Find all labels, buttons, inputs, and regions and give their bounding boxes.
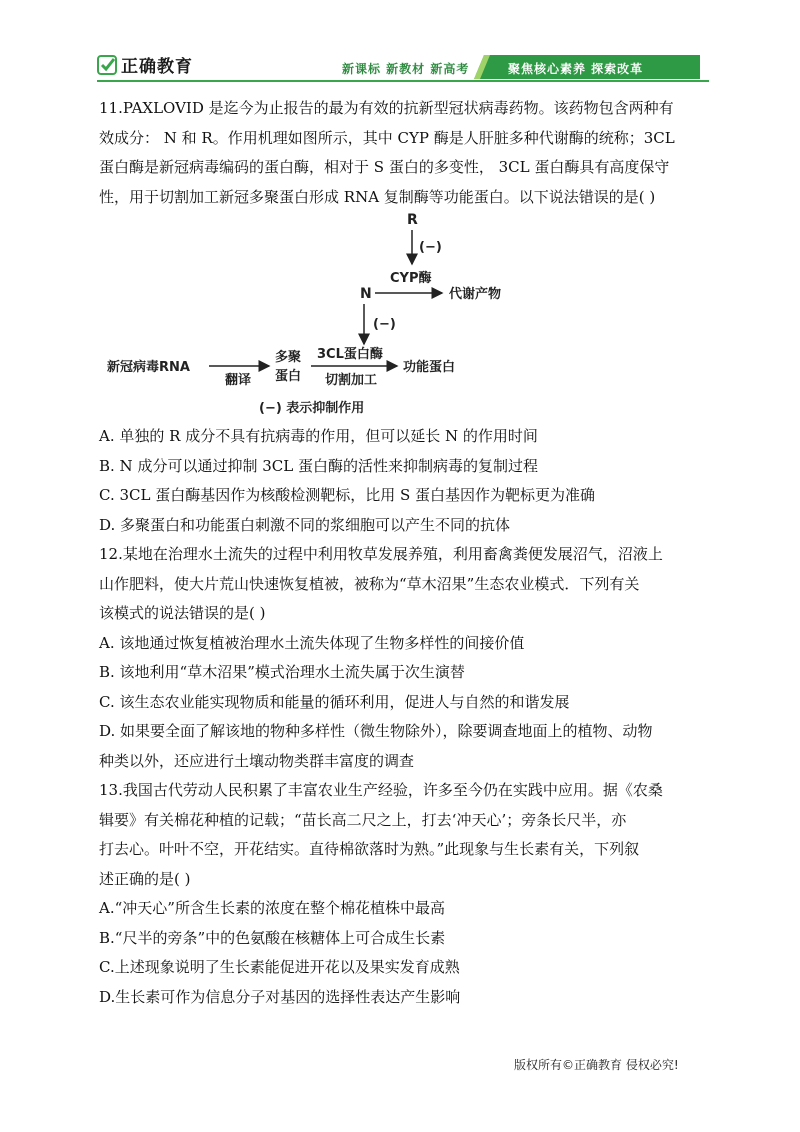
diagram-cyp: CYP酶 bbox=[390, 271, 432, 286]
question-11-stem bbox=[99, 94, 705, 212]
q13-option-a: A.“冲天心”所含生长素的浓度在整个棉花植株中最高 bbox=[99, 899, 445, 917]
q12-line: 该模式的说法错误的是( ) bbox=[99, 604, 266, 622]
question-11-options bbox=[99, 422, 705, 540]
slogan-left: 新课标 新教材 新高考 bbox=[342, 62, 470, 76]
q12-option-b: B. 该地利用“草木沼果”模式治理水土流失属于次生演替 bbox=[99, 663, 465, 681]
diagram-poly-1: 多聚 bbox=[275, 350, 302, 365]
mechanism-diagram bbox=[97, 206, 517, 424]
q11-line: 11.PAXLOVID 是迄今为止报告的最为有效的抗新型冠状病毒药物。该药物包含两种有 bbox=[99, 99, 674, 117]
q13-line: 辑要》有关棉花种植的记载；“苗长高二尺之上，打去‘冲天心’；旁条长尺半，亦 bbox=[99, 810, 627, 829]
q13-line: 打去心。叶叶不空，开花结实。直待棉欲落时为熟。”此现象与生长素有关，下列叙 bbox=[99, 840, 640, 858]
q13-option-d: D.生长素可作为信息分子对基因的选择性表达产生影响 bbox=[99, 987, 461, 1006]
page-header bbox=[0, 0, 800, 84]
q13-line: 13.我国古代劳动人民积累了丰富农业生产经验，许多至今仍在实践中应用。据《农桑 bbox=[99, 781, 663, 799]
slogan-right: 聚焦核心素养 探索改革 bbox=[508, 62, 644, 76]
question-12 bbox=[99, 540, 705, 776]
q13-line: 述正确的是( ) bbox=[99, 869, 191, 888]
q11-option-c: C. 3CL 蛋白酶基因作为核酸检测靶标，比用 S 蛋白基因作为靶标更为准确 bbox=[99, 486, 596, 504]
check-icon bbox=[97, 55, 117, 75]
diagram-n: N bbox=[360, 286, 372, 302]
diagram-inhibit-2: (−) bbox=[373, 317, 396, 332]
q12-option-c: C. 该生态农业能实现物质和能量的循环利用，促进人与自然的和谐发展 bbox=[99, 692, 570, 711]
q11-line: 蛋白酶是新冠病毒编码的蛋白酶，相对于 S 蛋白的多变性， 3CL 蛋白酶具有高度保守 bbox=[99, 158, 670, 176]
q12-line: 12.某地在治理水土流失的过程中利用牧草发展养殖，利用畜禽粪便发展沼气，沼液上 bbox=[99, 545, 663, 563]
logo-text: 正确教育 bbox=[121, 57, 193, 77]
q11-option-d: D. 多聚蛋白和功能蛋白刺激不同的浆细胞可以产生不同的抗体 bbox=[99, 515, 511, 534]
question-13 bbox=[99, 776, 705, 1012]
diagram-poly-2: 蛋白 bbox=[275, 369, 302, 384]
diagram-metabolite: 代谢产物 bbox=[449, 287, 502, 302]
q13-option-b: B.“尺半的旁条”中的色氨酸在核糖体上可合成生长素 bbox=[99, 928, 446, 947]
diagram-r: R bbox=[407, 212, 418, 228]
diagram-protease: 3CL蛋白酶 bbox=[317, 347, 383, 362]
q12-option-d: D. 如果要全面了解该地的物种多样性（微生物除外），除要调查地面上的植物、动物 bbox=[99, 722, 653, 740]
q12-line: 山作肥料，使大片荒山快速恢复植被，被称为“草木沼果”生态农业模式．下列有关 bbox=[99, 574, 640, 593]
diagram-inhibit-1: (−) bbox=[419, 240, 442, 255]
q11-line: 性，用于切割加工新冠多聚蛋白形成 RNA 复制酶等功能蛋白。以下说法错误的是( ) bbox=[99, 187, 656, 206]
copyright-footer: 版权所有©正确教育 侵权必究! bbox=[514, 1058, 679, 1072]
q12-option-d-cont: 种类以外，还应进行土壤动物类群丰富度的调查 bbox=[99, 751, 415, 770]
diagram-rna: 新冠病毒RNA bbox=[107, 360, 190, 375]
logo bbox=[97, 52, 193, 77]
q11-option-a: A. 单独的 R 成分不具有抗病毒的作用，但可以延长 N 的作用时间 bbox=[99, 427, 538, 445]
diagram-cut: 切割加工 bbox=[325, 373, 378, 388]
diagram-functional: 功能蛋白 bbox=[403, 360, 456, 375]
q13-option-c: C.上述现象说明了生长素能促进开花以及果实发育成熟 bbox=[99, 958, 460, 976]
q11-option-b: B. N 成分可以通过抑制 3CL 蛋白酶的活性来抑制病毒的复制过程 bbox=[99, 456, 538, 475]
diagram-translate: 翻译 bbox=[225, 373, 252, 388]
diagram-legend: (−) 表示抑制作用 bbox=[259, 401, 365, 416]
q12-option-a: A. 该地通过恢复植被治理水土流失体现了生物多样性的间接价值 bbox=[99, 633, 525, 652]
q11-line: 效成分： N 和 R。作用机理如图所示，其中 CYP 酶是人肝脏多种代谢酶的统称；3CL bbox=[99, 128, 675, 147]
header-divider bbox=[97, 80, 709, 82]
